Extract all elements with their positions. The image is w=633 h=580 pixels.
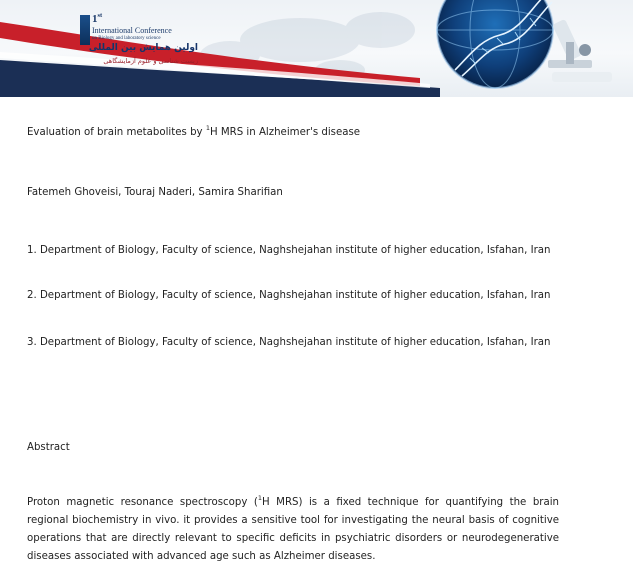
abstract-heading: Abstract (27, 442, 70, 453)
logo-subtitle: on Biology and laboratory science (92, 36, 161, 41)
paper-title: Evaluation of brain metabolites by $^1$H MRS in Alzheimer's disease (27, 124, 361, 138)
microscope-icon (548, 19, 612, 82)
affiliation-1: 1. Department of Biology, Faculty of science, Naghshejahan institute of higher education, Isfahan, Iran (27, 245, 551, 256)
logo-persian-subtitle: زیست شناسی و علوم آزمایشگاهی (103, 57, 198, 65)
logo-edition: 1st (92, 12, 103, 25)
logo-title: International Conference (92, 26, 172, 35)
paper-authors: Fatemeh Ghoveisi, Touraj Naderi, Samira Sharifian (27, 187, 283, 198)
conference-banner (0, 0, 633, 97)
abstract-text: Proton magnetic resonance spectroscopy ($^1$H MRS) is a fixed technique for quantifying the brain regional biochemistry in vivo. it provides a sensitive tool for investigating the neural basis of cognitive operations that are directly relevant to specific deficits in psychiatric disorders or neurodegenerative diseases associated with advanced age such as Alzheimer diseases. (27, 494, 560, 562)
logo-mark-icon (80, 15, 90, 45)
affiliation-3: 3. Department of Biology, Faculty of science, Naghshejahan institute of higher education, Isfahan, Iran (27, 337, 551, 348)
affiliation-2: 2. Department of Biology, Faculty of science, Naghshejahan institute of higher education, Isfahan, Iran (27, 290, 551, 301)
globe-dna-microscope-icon (437, 0, 612, 88)
logo-persian-title: اولین همایش بین المللی (88, 43, 198, 53)
